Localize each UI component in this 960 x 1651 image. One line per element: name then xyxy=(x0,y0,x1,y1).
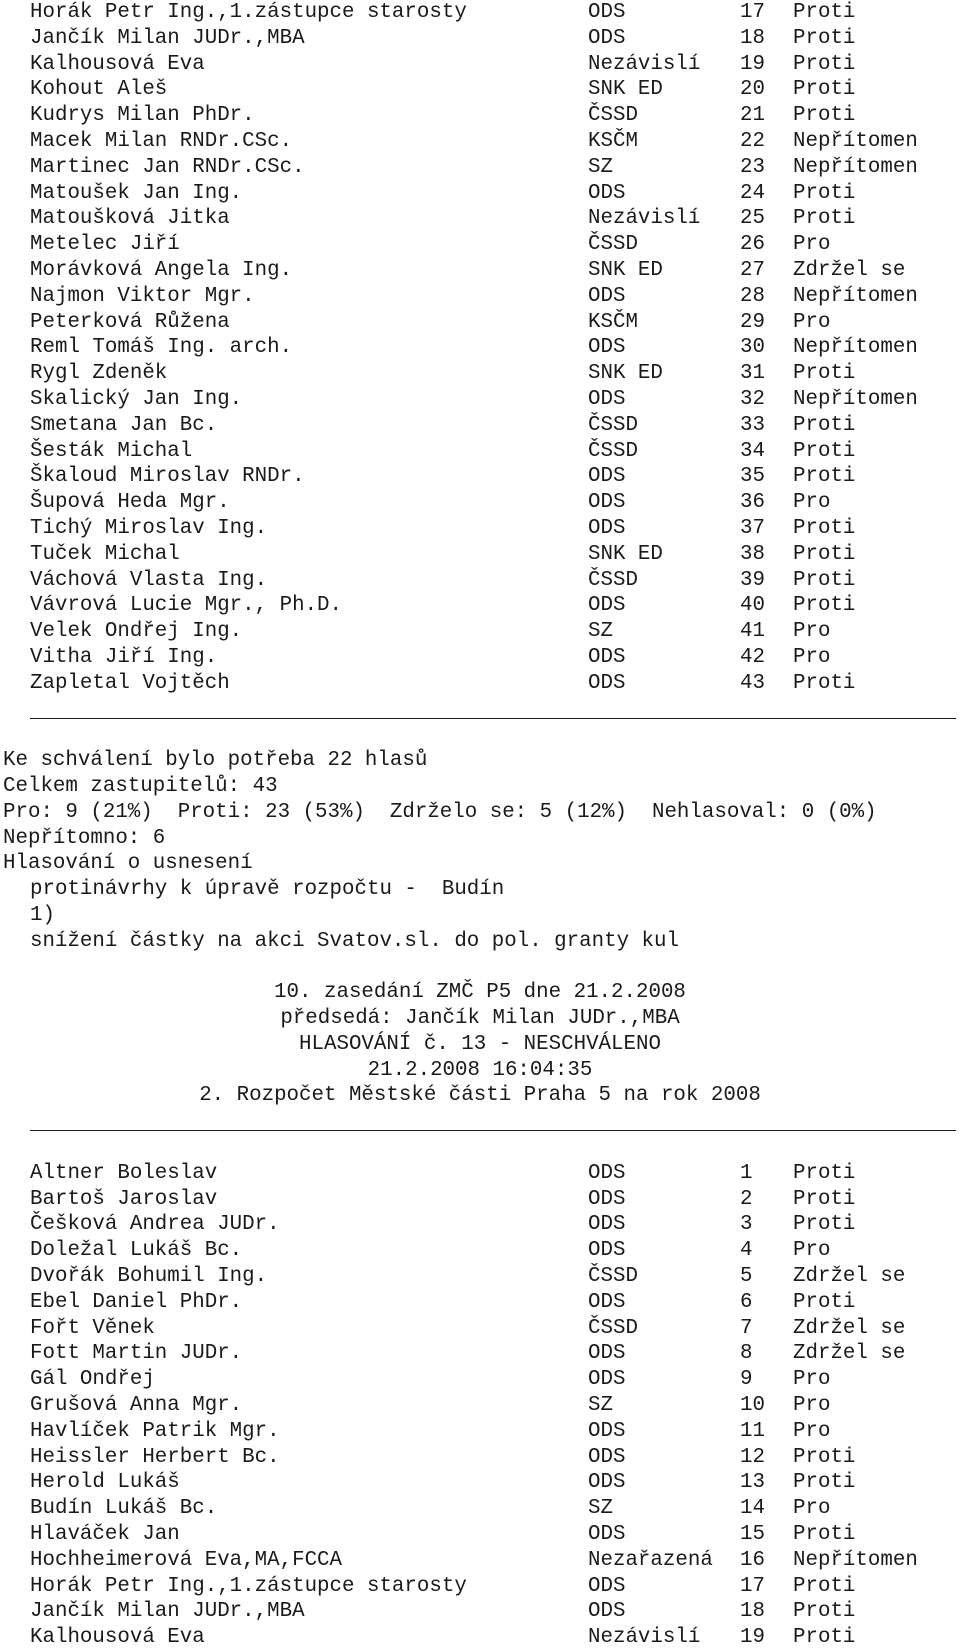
member-vote: Proti xyxy=(793,207,856,231)
member-vote-row xyxy=(0,0,960,26)
member-party: ODS xyxy=(588,491,626,515)
member-name: Horák Petr Ing.,1.zástupce starosty xyxy=(30,1574,467,1598)
member-vote: Pro xyxy=(793,1419,831,1443)
member-number: 24 xyxy=(740,181,765,205)
member-number: 32 xyxy=(740,387,765,411)
member-vote: Nepřítomen xyxy=(793,387,918,411)
agenda-item: 2. Rozpočet Městské části Praha 5 na rok 2008 xyxy=(199,1084,761,1108)
member-number: 19 xyxy=(740,1626,765,1650)
member-number: 15 xyxy=(740,1523,765,1547)
member-number: 30 xyxy=(740,336,765,360)
member-party: KSČM xyxy=(588,310,638,334)
member-name: Rygl Zdeněk xyxy=(30,362,168,386)
member-number: 39 xyxy=(740,568,765,592)
member-party: ODS xyxy=(588,594,626,618)
member-party: ODS xyxy=(588,387,626,411)
member-number: 29 xyxy=(740,310,765,334)
member-name: Smetana Jan Bc. xyxy=(30,413,218,437)
member-vote: Proti xyxy=(793,1213,856,1237)
member-number: 8 xyxy=(740,1342,753,1366)
member-party: SNK ED xyxy=(588,78,663,102)
member-vote: Proti xyxy=(793,1471,856,1495)
member-name: Škaloud Miroslav RNDr. xyxy=(30,465,305,489)
member-vote-row xyxy=(0,439,960,465)
member-name: Grušová Anna Mgr. xyxy=(30,1394,243,1418)
member-name: Skalický Jan Ing. xyxy=(30,387,243,411)
member-name: Matoušková Jitka xyxy=(30,207,230,231)
member-vote-row xyxy=(0,155,960,181)
member-vote-row xyxy=(0,568,960,594)
member-number: 31 xyxy=(740,362,765,386)
member-name: Kalhousová Eva xyxy=(30,1626,205,1650)
member-number: 4 xyxy=(740,1239,753,1263)
member-name: Herold Lukáš xyxy=(30,1471,180,1495)
member-number: 18 xyxy=(740,1600,765,1624)
member-vote-row xyxy=(0,1445,960,1471)
member-name: Macek Milan RNDr.CSc. xyxy=(30,129,293,153)
member-vote: Pro xyxy=(793,620,831,644)
member-vote-row xyxy=(0,542,960,568)
member-vote: Proti xyxy=(793,1523,856,1547)
member-party: SZ xyxy=(588,1394,613,1418)
member-number: 19 xyxy=(740,52,765,76)
member-vote-row xyxy=(0,1625,960,1651)
member-party: Nezařazená xyxy=(588,1548,713,1572)
member-name: Jančík Milan JUDr.,MBA xyxy=(30,26,305,50)
member-vote-row xyxy=(0,1548,960,1574)
member-party: ODS xyxy=(588,1290,626,1314)
member-name: Hochheimerová Eva,MA,FCCA xyxy=(30,1548,343,1572)
total-members: Celkem zastupitelů: 43 xyxy=(3,774,278,798)
member-name: Dvořák Bohumil Ing. xyxy=(30,1265,268,1289)
member-party: ČSSD xyxy=(588,568,638,592)
member-name: Kudrys Milan PhDr. xyxy=(30,104,255,128)
member-vote-row xyxy=(0,361,960,387)
member-vote: Proti xyxy=(793,1,856,24)
member-party: ODS xyxy=(588,1,626,24)
member-party: ODS xyxy=(588,671,626,695)
member-vote: Proti xyxy=(793,465,856,489)
member-party: ODS xyxy=(588,284,626,308)
member-party: SNK ED xyxy=(588,542,663,566)
member-vote-list-continued xyxy=(0,0,960,697)
member-vote-row xyxy=(0,26,960,52)
member-number: 35 xyxy=(740,465,765,489)
member-number: 34 xyxy=(740,439,765,463)
vote-counts: Pro: 9 (21%) Proti: 23 (53%) Zdrželo se: 5 (12%) Nehlasoval: 0 (0%) xyxy=(3,800,877,824)
member-name: Zapletal Vojtěch xyxy=(30,671,230,695)
member-name: Heissler Herbert Bc. xyxy=(30,1445,280,1469)
member-vote-row xyxy=(0,335,960,361)
member-vote: Proti xyxy=(793,1626,856,1650)
member-name: Altner Boleslav xyxy=(30,1161,218,1185)
member-party: ČSSD xyxy=(588,1316,638,1340)
member-vote: Proti xyxy=(793,542,856,566)
member-vote: Proti xyxy=(793,439,856,463)
member-name: Vitha Jiří Ing. xyxy=(30,645,218,669)
member-vote-row xyxy=(0,413,960,439)
member-vote: Proti xyxy=(793,1445,856,1469)
member-party: ODS xyxy=(588,516,626,540)
member-number: 2 xyxy=(740,1187,753,1211)
vote-type: Hlasování o usnesení xyxy=(3,852,253,876)
member-party: ODS xyxy=(588,1471,626,1495)
member-party: SNK ED xyxy=(588,362,663,386)
member-vote-row xyxy=(0,206,960,232)
member-number: 20 xyxy=(740,78,765,102)
member-number: 38 xyxy=(740,542,765,566)
member-vote-row xyxy=(0,671,960,697)
blank-line xyxy=(0,722,960,748)
member-party: ČSSD xyxy=(588,439,638,463)
member-number: 28 xyxy=(740,284,765,308)
member-party: ODS xyxy=(588,336,626,360)
member-vote: Proti xyxy=(793,1290,856,1314)
member-number: 26 xyxy=(740,233,765,257)
member-name: Havlíček Patrik Mgr. xyxy=(30,1419,280,1443)
member-vote-row xyxy=(0,1393,960,1419)
chair-line: předsedá: Jančík Milan JUDr.,MBA xyxy=(280,1007,680,1031)
member-name: Morávková Angela Ing. xyxy=(30,258,293,282)
member-vote-row xyxy=(0,1574,960,1600)
member-vote-row xyxy=(0,284,960,310)
member-vote: Zdržel se xyxy=(793,1265,906,1289)
member-number: 23 xyxy=(740,155,765,179)
member-party: ODS xyxy=(588,26,626,50)
member-number: 22 xyxy=(740,129,765,153)
member-party: ODS xyxy=(588,465,626,489)
member-vote-row xyxy=(0,1419,960,1445)
member-vote: Proti xyxy=(793,1600,856,1624)
member-vote-row xyxy=(0,52,960,78)
member-name: Budín Lukáš Bc. xyxy=(30,1497,218,1521)
member-number: 18 xyxy=(740,26,765,50)
member-name: Fořt Věnek xyxy=(30,1316,155,1340)
member-vote: Proti xyxy=(793,52,856,76)
member-number: 14 xyxy=(740,1497,765,1521)
member-number: 13 xyxy=(740,1471,765,1495)
member-number: 25 xyxy=(740,207,765,231)
member-number: 5 xyxy=(740,1265,753,1289)
member-vote-row xyxy=(0,516,960,542)
member-name: Tuček Michal xyxy=(30,542,180,566)
member-vote: Nepřítomen xyxy=(793,129,918,153)
member-vote-row xyxy=(0,1316,960,1342)
member-vote: Nepřítomen xyxy=(793,336,918,360)
member-name: Kohout Aleš xyxy=(30,78,168,102)
member-party: ODS xyxy=(588,1445,626,1469)
member-vote: Proti xyxy=(793,516,856,540)
member-number: 11 xyxy=(740,1419,765,1443)
member-vote: Pro xyxy=(793,1239,831,1263)
member-name: Šupová Heda Mgr. xyxy=(30,491,230,515)
member-party: Nezávislí xyxy=(588,1626,701,1650)
member-vote: Zdržel se xyxy=(793,258,906,282)
member-name: Reml Tomáš Ing. arch. xyxy=(30,336,293,360)
member-name: Hlaváček Jan xyxy=(30,1523,180,1547)
member-party: SZ xyxy=(588,620,613,644)
member-number: 6 xyxy=(740,1290,753,1314)
member-vote-row xyxy=(0,387,960,413)
member-party: ČSSD xyxy=(588,413,638,437)
member-number: 1 xyxy=(740,1161,753,1185)
member-name: Kalhousová Eva xyxy=(30,52,205,76)
member-vote: Proti xyxy=(793,568,856,592)
member-vote: Pro xyxy=(793,491,831,515)
blank-line xyxy=(0,954,960,980)
member-name: Jančík Milan JUDr.,MBA xyxy=(30,1600,305,1624)
member-vote-row xyxy=(0,1367,960,1393)
member-vote-row xyxy=(0,1599,960,1625)
member-name: Doležal Lukáš Bc. xyxy=(30,1239,243,1263)
member-party: ČSSD xyxy=(588,104,638,128)
member-vote: Proti xyxy=(793,671,856,695)
member-vote-row xyxy=(0,1522,960,1548)
member-party: ODS xyxy=(588,1213,626,1237)
member-name: Ebel Daniel PhDr. xyxy=(30,1290,243,1314)
motion-text-line: snížení částky na akci Svatov.sl. do pol. granty kul xyxy=(30,929,679,953)
member-number: 10 xyxy=(740,1394,765,1418)
member-vote: Zdržel se xyxy=(793,1342,906,1366)
member-number: 12 xyxy=(740,1445,765,1469)
member-vote-row xyxy=(0,645,960,671)
member-vote: Pro xyxy=(793,1394,831,1418)
member-vote-row xyxy=(0,1470,960,1496)
member-vote-row xyxy=(0,310,960,336)
member-vote-row xyxy=(0,103,960,129)
member-vote-row xyxy=(0,181,960,207)
absent-count: Nepřítomno: 6 xyxy=(3,826,166,850)
member-vote-row xyxy=(0,129,960,155)
member-number: 36 xyxy=(740,491,765,515)
member-vote: Proti xyxy=(793,362,856,386)
member-party: ODS xyxy=(588,1574,626,1598)
member-vote-list xyxy=(0,1161,960,1651)
member-vote-row xyxy=(0,490,960,516)
member-vote-row xyxy=(0,619,960,645)
motion-text-line: 1) xyxy=(30,903,55,927)
member-number: 7 xyxy=(740,1316,753,1340)
member-party: KSČM xyxy=(588,129,638,153)
member-number: 40 xyxy=(740,594,765,618)
member-number: 17 xyxy=(740,1,765,24)
member-vote-row xyxy=(0,1264,960,1290)
member-party: ODS xyxy=(588,1239,626,1263)
vote-title: HLASOVÁNÍ č. 13 - NESCHVÁLENO xyxy=(299,1032,661,1056)
member-vote-row xyxy=(0,1290,960,1316)
blank-line xyxy=(0,1135,960,1161)
member-vote-row xyxy=(0,77,960,103)
member-name: Metelec Jiří xyxy=(30,233,180,257)
member-name: Matoušek Jan Ing. xyxy=(30,181,243,205)
member-name: Tichý Miroslav Ing. xyxy=(30,516,268,540)
member-name: Šesták Michal xyxy=(30,439,193,463)
member-party: ODS xyxy=(588,181,626,205)
member-vote-row xyxy=(0,1238,960,1264)
member-party: SZ xyxy=(588,1497,613,1521)
member-vote: Proti xyxy=(793,1161,856,1185)
member-vote: Proti xyxy=(793,1574,856,1598)
member-party: SZ xyxy=(588,155,613,179)
member-party: ODS xyxy=(588,1187,626,1211)
member-number: 37 xyxy=(740,516,765,540)
member-vote: Proti xyxy=(793,78,856,102)
member-vote-row xyxy=(0,258,960,284)
member-vote: Proti xyxy=(793,104,856,128)
member-party: ČSSD xyxy=(588,233,638,257)
member-vote-row xyxy=(0,1341,960,1367)
member-name: Bartoš Jaroslav xyxy=(30,1187,218,1211)
member-vote-row xyxy=(0,1187,960,1213)
member-vote: Proti xyxy=(793,26,856,50)
member-vote-row xyxy=(0,464,960,490)
member-number: 41 xyxy=(740,620,765,644)
member-name: Horák Petr Ing.,1.zástupce starosty xyxy=(30,1,467,24)
member-vote: Pro xyxy=(793,1497,831,1521)
member-party: Nezávislí xyxy=(588,52,701,76)
member-party: ODS xyxy=(588,1600,626,1624)
session-title: 10. zasedání ZMČ P5 dne 21.2.2008 xyxy=(274,981,686,1005)
member-name: Váchová Vlasta Ing. xyxy=(30,568,268,592)
member-party: ODS xyxy=(588,645,626,669)
member-number: 3 xyxy=(740,1213,753,1237)
member-name: Češková Andrea JUDr. xyxy=(30,1213,280,1237)
member-number: 27 xyxy=(740,258,765,282)
member-vote-row xyxy=(0,1496,960,1522)
member-number: 42 xyxy=(740,645,765,669)
member-number: 21 xyxy=(740,104,765,128)
member-name: Peterková Růžena xyxy=(30,310,230,334)
member-vote-row xyxy=(0,232,960,258)
member-vote: Proti xyxy=(793,594,856,618)
member-number: 9 xyxy=(740,1368,753,1392)
votes-needed: Ke schválení bylo potřeba 22 hlasů xyxy=(3,749,428,773)
member-party: ODS xyxy=(588,1419,626,1443)
member-vote: Proti xyxy=(793,1187,856,1211)
member-vote: Nepřítomen xyxy=(793,284,918,308)
member-vote-row xyxy=(0,1161,960,1187)
member-party: SNK ED xyxy=(588,258,663,282)
member-number: 17 xyxy=(740,1574,765,1598)
member-vote: Pro xyxy=(793,645,831,669)
member-name: Najmon Viktor Mgr. xyxy=(30,284,255,308)
member-party: Nezávislí xyxy=(588,207,701,231)
member-vote: Proti xyxy=(793,413,856,437)
member-name: Vávrová Lucie Mgr., Ph.D. xyxy=(30,594,343,618)
motion-text-line: protinávrhy k úpravě rozpočtu - Budín xyxy=(30,878,505,902)
member-name: Fott Martin JUDr. xyxy=(30,1342,243,1366)
member-name: Martinec Jan RNDr.CSc. xyxy=(30,155,305,179)
member-vote: Pro xyxy=(793,233,831,257)
member-party: ODS xyxy=(588,1342,626,1366)
member-name: Velek Ondřej Ing. xyxy=(30,620,243,644)
member-party: ODS xyxy=(588,1523,626,1547)
member-vote: Zdržel se xyxy=(793,1316,906,1340)
member-party: ČSSD xyxy=(588,1265,638,1289)
member-number: 43 xyxy=(740,671,765,695)
member-party: ODS xyxy=(588,1368,626,1392)
member-name: Gál Ondřej xyxy=(30,1368,155,1392)
member-vote: Pro xyxy=(793,310,831,334)
member-vote-row xyxy=(0,1212,960,1238)
separator-line xyxy=(0,1109,960,1135)
member-party: ODS xyxy=(588,1161,626,1185)
member-vote-row xyxy=(0,593,960,619)
member-vote: Nepřítomen xyxy=(793,1548,918,1572)
member-number: 33 xyxy=(740,413,765,437)
member-vote: Pro xyxy=(793,1368,831,1392)
separator-line xyxy=(0,697,960,723)
vote-datetime: 21.2.2008 16:04:35 xyxy=(367,1058,593,1082)
member-vote: Proti xyxy=(793,181,856,205)
member-vote: Nepřítomen xyxy=(793,155,918,179)
member-number: 16 xyxy=(740,1548,765,1572)
